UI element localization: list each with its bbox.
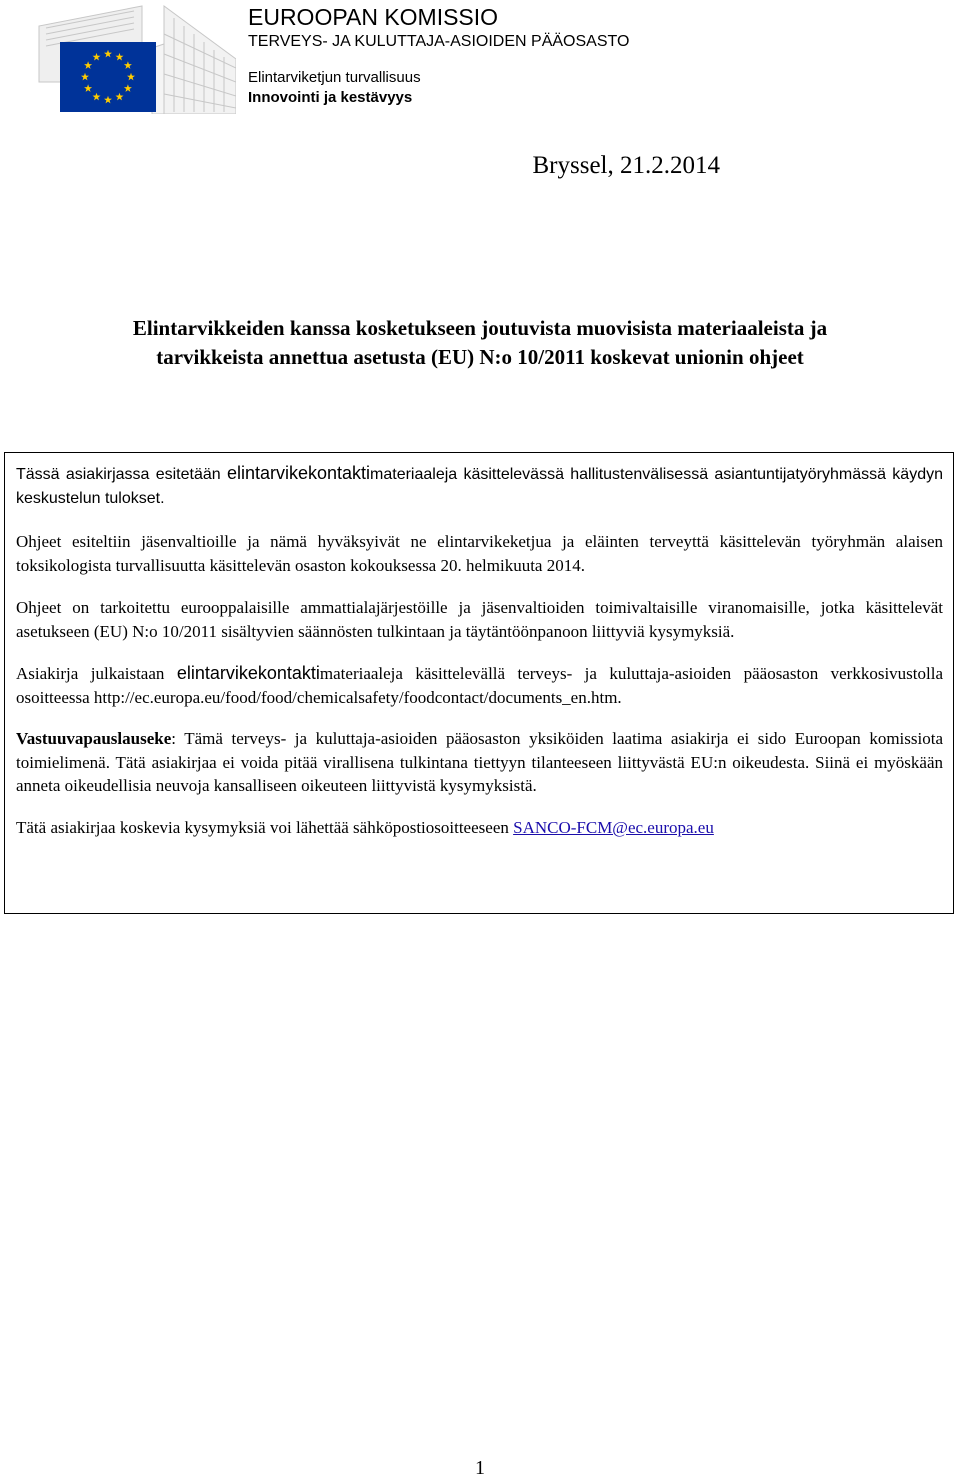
document-date: Bryssel, 21.2.2014 <box>532 152 720 179</box>
title-line-1: Elintarvikkeiden kanssa kosketukseen joutuvista muovisista materiaaleista ja <box>132 316 828 340</box>
email-link[interactable]: SANCO-FCM@ec.europa.eu <box>513 817 714 837</box>
document-title <box>20 314 940 372</box>
p1-text-start: Tässä asiakirjassa esitetään <box>16 466 227 483</box>
p4-text-start: Asiakirja julkaistaan <box>16 664 177 683</box>
paragraph-disclaimer <box>16 727 943 798</box>
paragraph-publication <box>16 662 943 709</box>
paragraph-audience: Ohjeet on tarkoitettu eurooppalaisille ammattialajärjestöille ja jäsenvaltioiden toimivaltaisille viranomaisille, jotka käsittelevät asetukseen (EU) N:o 10/2011 sisältyvien säännösten tulkintaan ja täytäntöönpanoon liittyviä kysymyksiä. <box>16 598 943 641</box>
disclaimer-label: Vastuuvapauslauseke <box>16 729 172 748</box>
unit-name: Elintarviketjun turvallisuus <box>248 69 421 86</box>
p4-term: elintarvikekontakti <box>176 663 320 683</box>
p1-text-end: materiaaleja käsittelevässä hallitustenvälisessä asiantuntijatyöryhmässä käydyn keskustelun tulokset. <box>16 466 943 507</box>
contact-text: Tätä asiakirjaa koskevia kysymyksiä voi lähettää sähköpostiosoitteeseen <box>16 817 514 837</box>
p4-text-end: materiaaleja käsittelevällä terveys- ja kuluttaja-asioiden pääosaston verkkosivustolla osoitteessa http://ec.europa.eu/food/food/chemicalsafety/foodcontact/documents_en.htm. <box>16 664 943 707</box>
page-number: 1 <box>475 1457 485 1479</box>
disclaimer-text: : Tämä terveys- ja kuluttaja-asioiden pääosaston yksiköiden laatima asiakirja ei sido Euroopan komissiota toimielimenä. Tätä asiakirjaa ei voida pitää virallisena tulkintana tiettyyn tilanteeseen liittyvästä EU:n oikeudesta. Siinä ei myöskään anneta oikeudellisia neuvoja kansalliseen oikeuteen liittyvistä kysymyksistä. <box>16 729 943 795</box>
european-commission-logo <box>14 4 236 114</box>
summary-box <box>4 452 954 914</box>
organization-name: EUROOPAN KOMISSIO <box>248 4 499 30</box>
paragraph-contact <box>16 816 943 840</box>
paragraph-approval: Ohjeet esiteltiin jäsenvaltioille ja nämä hyväksyivät ne elintarvikeketjua ja eläinten terveyttä käsittelevän työryhmän alaisen toksikologista turvallisuutta käsittelevän osaston kokouksessa 20. helmikuuta 2014. <box>16 532 943 575</box>
title-line-2: tarvikkeista annettua asetusta (EU) N:o 10/2011 koskevat unionin ohjeet <box>156 345 804 369</box>
p1-term: elintarvikekontakti <box>226 463 371 483</box>
paragraph-purpose <box>16 462 943 510</box>
subunit-name: Innovointi ja kestävyys <box>248 89 413 106</box>
directorate-name: TERVEYS- JA KULUTTAJA-ASIOIDEN PÄÄOSASTO <box>248 33 630 50</box>
